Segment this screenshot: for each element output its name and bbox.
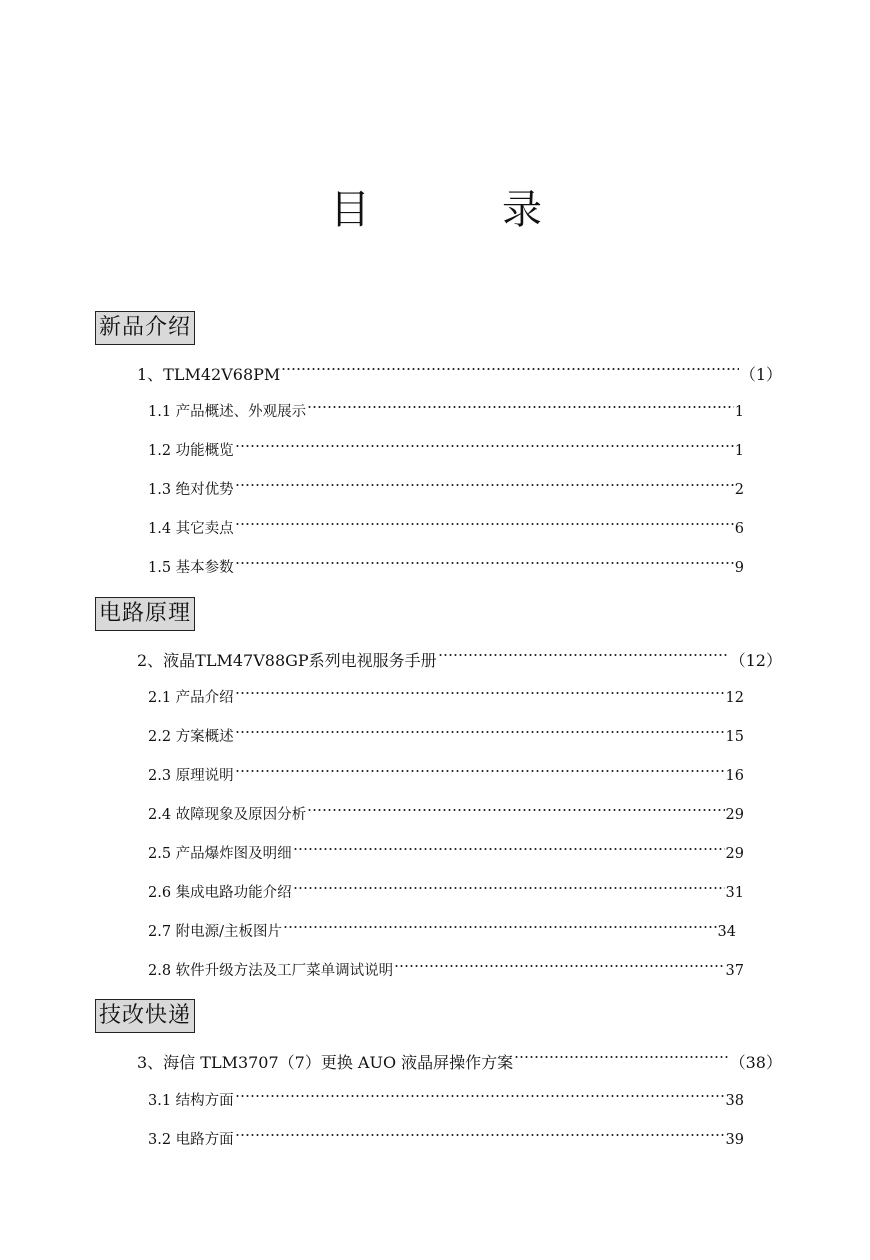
toc-chapter-2[interactable] [137,648,782,670]
toc-entry-label: 2.4 故障现象及原因分析 [148,807,307,823]
section-header-circuit-principles: 电路原理 [95,597,195,631]
toc-chapter-page: （38） [729,1053,782,1072]
dot-leader [235,483,734,487]
toc-entry-page: 31 [725,885,744,901]
dot-leader [235,522,734,526]
dot-leader [235,561,734,565]
toc-entry[interactable] [148,517,744,539]
toc-entry-label: 1.1 产品概述、外观展示 [148,404,307,420]
toc-entry-label: 2.1 产品介绍 [148,690,234,706]
dot-leader [293,847,725,851]
toc-entry-page: 29 [725,807,744,823]
toc-entry-page: 1 [734,404,744,420]
toc-entry-page: 38 [725,1093,744,1109]
section-header-new-products: 新品介绍 [95,311,195,345]
toc-chapter-label: 3、海信 TLM3707（7）更换 AUO 液晶屏操作方案 [137,1053,514,1072]
toc-entry[interactable] [148,478,744,500]
toc-entry-label: 2.6 集成电路功能介绍 [148,885,292,901]
toc-entry-page: 16 [725,768,744,784]
toc-entry[interactable] [148,764,744,786]
toc-entry-label: 1.5 基本参数 [148,560,234,576]
toc-chapter-1[interactable] [137,362,782,384]
toc-entry[interactable] [148,439,744,461]
toc-entry-label: 3.1 结构方面 [148,1093,234,1109]
toc-entry-page: 34 [717,924,736,940]
dot-leader [293,886,725,890]
toc-entry[interactable] [148,959,744,981]
toc-entry-label: 2.7 附电源/主板图片 [148,924,283,940]
toc-chapter-label: 2、液晶TLM47V88GP系列电视服务手册 [137,651,437,670]
toc-entry-page: 1 [734,443,744,459]
toc-title-char-2: 录 [502,187,542,233]
toc-entry-page: 2 [734,482,744,498]
dot-leader [307,405,734,409]
toc-entry-label: 2.2 方案概述 [148,729,234,745]
dot-leader [235,444,734,448]
toc-entry[interactable] [148,920,736,942]
toc-chapter-page: （1） [739,365,782,384]
toc-chapter-page: （12） [729,651,782,670]
toc-entry-page: 39 [725,1132,744,1148]
toc-entry[interactable] [148,1128,744,1150]
dot-leader [307,808,724,812]
toc-title-char-1: 目 [330,187,370,233]
toc-entry-page: 9 [734,560,744,576]
toc-entry[interactable] [148,803,744,825]
toc-entry-label: 2.3 原理说明 [148,768,234,784]
dot-leader [514,1055,728,1059]
toc-entry-label: 2.8 软件升级方法及工厂菜单调试说明 [148,963,394,979]
toc-entry-label: 1.4 其它卖点 [148,521,234,537]
toc-entry[interactable] [148,842,744,864]
toc-entry-label: 1.3 绝对优势 [148,482,234,498]
dot-leader [394,964,724,968]
toc-entry[interactable] [148,725,744,747]
toc-entry-label: 3.2 电路方面 [148,1132,234,1148]
dot-leader [235,1133,725,1137]
dot-leader [235,1094,725,1098]
toc-chapter-3[interactable] [137,1050,782,1072]
toc-title [0,184,870,244]
toc-entry-label: 2.5 产品爆炸图及明细 [148,846,292,862]
dot-leader [235,769,725,773]
toc-entry-label: 1.2 功能概览 [148,443,234,459]
toc-entry-page: 6 [734,521,744,537]
dot-leader [235,730,725,734]
toc-entry[interactable] [148,686,744,708]
toc-entry-page: 15 [725,729,744,745]
dot-leader [438,653,729,657]
section-header-tech-updates: 技改快递 [95,999,195,1033]
dot-leader [235,691,725,695]
toc-entry-page: 29 [725,846,744,862]
toc-entry[interactable] [148,1089,744,1111]
dot-leader [281,367,739,371]
dot-leader [283,925,716,929]
toc-entry[interactable] [148,881,744,903]
toc-entry-page: 12 [725,690,744,706]
toc-entry[interactable] [148,556,744,578]
toc-entry-page: 37 [725,963,744,979]
toc-chapter-label: 1、TLM42V68PM [137,365,281,384]
toc-entry[interactable] [148,400,744,422]
